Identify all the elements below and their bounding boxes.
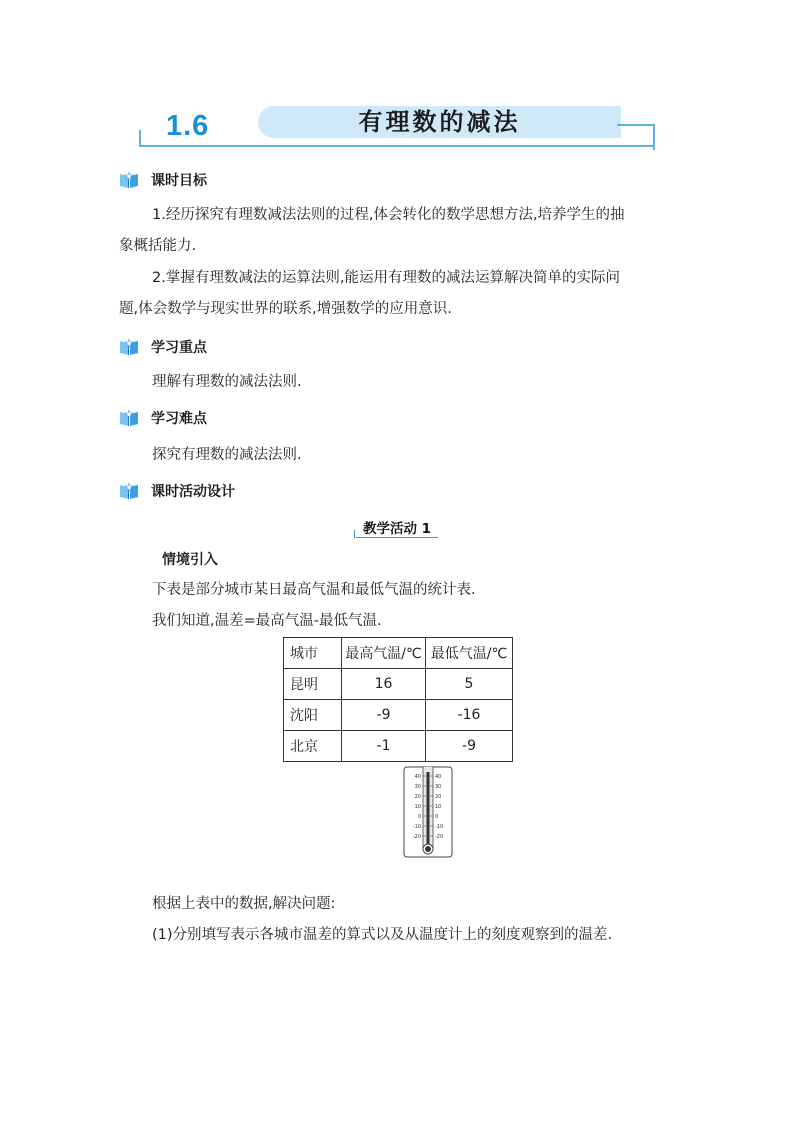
header-underline (139, 145, 653, 147)
intro-line-2: 我们知道,温差=最高气温-最低气温. (152, 613, 382, 629)
thermo-left-label: 0 (417, 814, 421, 820)
difficulty-text: 探究有理数的减法法则. (152, 447, 302, 463)
table-cell: 昆明 (284, 669, 342, 700)
thermo-right-label: -20 (435, 834, 444, 840)
thermo-left-label: 20 (414, 794, 421, 800)
table-cell: 16 (342, 669, 426, 700)
intro-line-1: 下表是部分城市某日最高气温和最低气温的统计表. (152, 582, 476, 598)
goal-1-line-2: 象概括能力. (119, 238, 197, 254)
activity-subtitle: 情境引入 (162, 552, 218, 568)
table-cell: -1 (342, 731, 426, 762)
thermo-left-label: -10 (412, 824, 421, 830)
thermo-right-label: 20 (435, 794, 442, 800)
activity-badge-underline (356, 537, 438, 538)
table-row (284, 731, 513, 762)
section-number: 1.6 (166, 110, 210, 142)
header-line-cap (139, 130, 141, 146)
section-title: 课时活动设计 (151, 484, 235, 500)
goal-2-line-2: 题,体会数学与现实世界的联系,增强数学的应用意识. (119, 301, 452, 317)
table-cell: 北京 (284, 731, 342, 762)
activity-badge: 教学活动 1 (362, 521, 432, 537)
thermo-right-label: 10 (435, 804, 442, 810)
thermo-right-label: 0 (435, 814, 439, 820)
thermo-right-label: 30 (435, 784, 442, 790)
section-title: 学习重点 (151, 340, 207, 356)
book-icon (119, 171, 139, 189)
section-title: 学习难点 (151, 411, 207, 427)
table-row (284, 669, 513, 700)
section-heading-design (119, 480, 235, 502)
thermo-right-label: 40 (435, 774, 442, 780)
question-1: (1)分别填写表示各城市温差的算式以及从温度计上的刻度观察到的温差. (152, 927, 613, 943)
book-icon (119, 338, 139, 356)
thermo-left-label: 30 (414, 784, 421, 790)
section-heading-difficulty (119, 407, 207, 429)
thermometer-illustration (403, 766, 453, 858)
table-header-cell: 最高气温/℃ (342, 638, 426, 669)
table-cell: -9 (426, 731, 513, 762)
thermo-left-label: 10 (414, 804, 421, 810)
thermo-left-label: -20 (412, 834, 421, 840)
table-row (284, 700, 513, 731)
questions-intro: 根据上表中的数据,解决问题: (152, 896, 336, 912)
book-icon (119, 409, 139, 427)
page-title: 有理数的减法 (358, 107, 521, 136)
table-cell: -16 (426, 700, 513, 731)
goal-2-line-1: 2.掌握有理数减法的运算法则,能运用有理数的减法运算解决简单的实际问 (152, 270, 620, 286)
book-icon (119, 482, 139, 500)
table-cell: -9 (342, 700, 426, 731)
activity-badge-cap (354, 530, 355, 538)
table-header-cell: 最低气温/℃ (426, 638, 513, 669)
goal-1-line-1: 1.经历探究有理数减法法则的过程,体会转化的数学思想方法,培养学生的抽 (152, 207, 625, 223)
section-title: 课时目标 (151, 173, 207, 189)
title-band-tab (617, 124, 655, 150)
table-header-row (284, 638, 513, 669)
thermo-right-label: -10 (435, 824, 444, 830)
table-cell: 沈阳 (284, 700, 342, 731)
thermo-left-label: 40 (414, 774, 421, 780)
section-heading-goals (119, 169, 207, 191)
table-cell: 5 (426, 669, 513, 700)
focus-text: 理解有理数的减法法则. (152, 374, 302, 390)
temperature-table (283, 637, 513, 762)
section-heading-focus (119, 336, 207, 358)
table-header-cell: 城市 (284, 638, 342, 669)
